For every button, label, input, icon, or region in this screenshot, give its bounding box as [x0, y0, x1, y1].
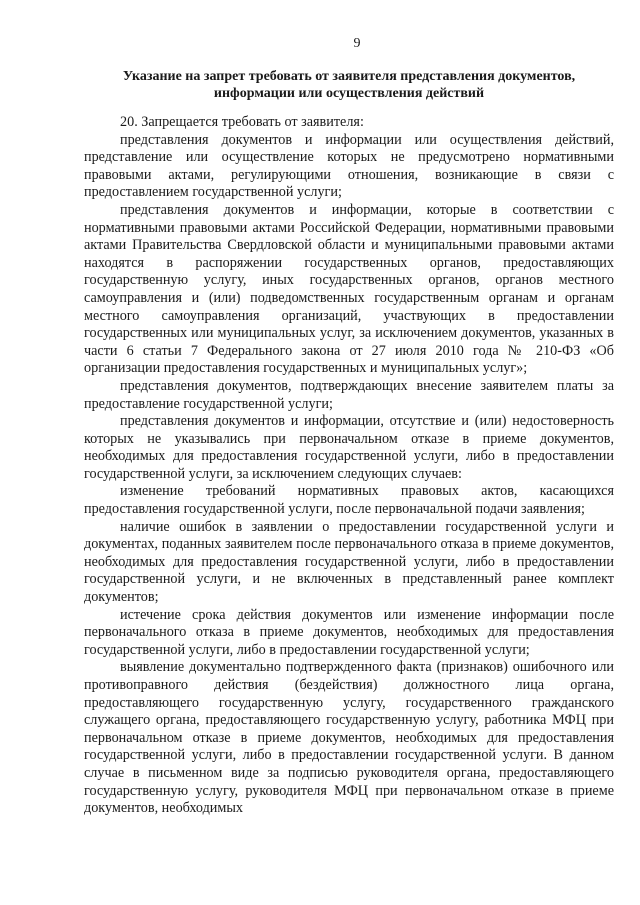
document-body — [84, 114, 614, 818]
paragraph-4: представления документов, подтверждающих внесение заявителем платы за предоставление государственной услуги; — [84, 377, 614, 412]
paragraph-9: выявление документально подтвержденного факта (признаков) ошибочного или противоправного действия (бездействия) должностного лица органа, предоставляющего государственную услугу, государственного гражданского служащего органа, предоставляющего государственную услугу, работника МФЦ при первоначальном отказе в приеме документов, необходимых для предоставления государственной услуги, либо в предоставлении государственной услуги. В данном случае в письменном виде за подписью руководителя органа, предоставляющего государственную услугу, руководителя МФЦ при первоначальном отказе в приеме документов, необходимых — [84, 659, 614, 817]
paragraph-5: представления документов и информации, отсутствие и (или) недостоверность которых не указывались при первоначальном отказе в приеме документов, необходимых для предоставления государственной услуги, либо в предоставлении государственной услуги, за исключением следующих случаев: — [84, 413, 614, 482]
page-number: 9 — [353, 36, 361, 51]
paragraph-3: представления документов и информации, которые в соответствии с нормативными правовыми актами Российской Федерации, нормативными правовыми актами Правительства Свердловской области и муниципальными правовыми актами находятся в распоряжении государственных органов, предоставляющих государственную услугу, иных государственных органов, органов местного самоуправления и (или) подведомственных государственным органам и органам местного самоуправления организаций, участвующих в предоставлении государственных или муниципальных услуг, за исключением документов, указанных в части 6 статьи 7 Федерального закона от 27 июля 2010 года № 210-ФЗ «Об организации предоставления государственных и муниципальных услуг»; — [84, 201, 614, 377]
paragraph-1: 20. Запрещается требовать от заявителя: — [120, 114, 364, 130]
paragraph-7: наличие ошибок в заявлении о предоставлении государственной услуги и документах, поданных заявителем после первоначального отказа в приеме документов, необходимых для предоставления государственной услуги, либо в предоставлении государственной услуги, и не включенных в представленный ранее комплект документов; — [84, 518, 614, 606]
paragraph-8: истечение срока действия документов или изменение информации после первоначального отказа в приеме документов, необходимых для предоставления государственной услуги, либо в предоставлении государственной услуги; — [84, 606, 614, 658]
paragraph-6: изменение требований нормативных правовых актов, касающихся предоставления государственной услуги, после первоначальной подачи заявления; — [84, 483, 614, 518]
section-heading: Указание на запрет требовать от заявителя представления документов, информации или осуществления действий — [122, 69, 576, 101]
paragraph-2: представления документов и информации или осуществления действий, представление или осуществление которых не предусмотрено нормативными правовыми актами, регулирующими отношения, возникающие в связи с предоставлением государственной услуги; — [84, 131, 614, 201]
